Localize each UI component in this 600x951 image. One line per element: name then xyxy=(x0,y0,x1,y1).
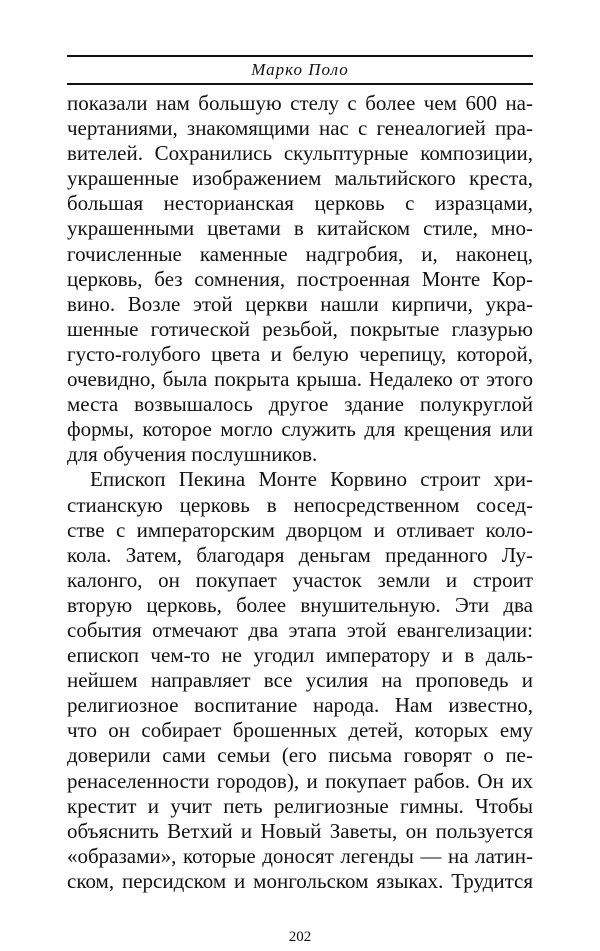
text-line-content: места возвышалось другое здание полукруглой xyxy=(67,392,533,417)
text-line xyxy=(67,141,533,166)
text-line xyxy=(67,317,533,342)
text-line xyxy=(67,668,533,693)
header-rule-bottom xyxy=(67,83,533,85)
text-line xyxy=(67,216,533,241)
text-line-content: нейшем направляет все усилия на проповедь и xyxy=(67,668,533,693)
text-line xyxy=(67,292,533,317)
text-line-content: калонго, он покупает участок земли и строит xyxy=(67,567,533,592)
text-line xyxy=(67,869,533,894)
text-line-content: «образами», которые доносят легенды — на латин- xyxy=(67,843,533,868)
text-line xyxy=(67,242,533,267)
text-line-content: религиозное воспитание народа. Нам известно, xyxy=(67,693,533,718)
text-line-content: большая несторианская церковь с изразцами, xyxy=(67,191,533,216)
text-line-content: чертаниями, знакомящими нас с генеалогией пра- xyxy=(67,116,533,141)
text-line-content: епископ чем-то не угодил императору и в даль- xyxy=(67,643,533,668)
text-line xyxy=(67,417,533,442)
text-line-content: гочисленные каменные надгробия, и, наконец, xyxy=(67,241,533,266)
text-line xyxy=(67,91,533,116)
text-line xyxy=(67,267,533,292)
text-line-content: показали нам большую стелу с более чем 600 на- xyxy=(67,91,533,115)
text-line-content: события отмечают два этапа этой евангелизации: xyxy=(67,617,533,642)
text-line xyxy=(67,769,533,794)
header-rule-top xyxy=(67,55,533,57)
text-line-content: стве с императорским дворцом и отливает коло- xyxy=(67,517,533,542)
running-head: Марко Поло xyxy=(251,60,349,79)
text-line-content: вино. Возле этой церкви нашли кирпичи, укра- xyxy=(67,291,533,316)
text-line xyxy=(67,342,533,367)
text-line xyxy=(67,392,533,417)
text-line-content: украшенными цветами в китайском стиле, мно- xyxy=(67,216,533,241)
text-line-content: что он собирает брошенных детей, которых ему xyxy=(67,718,533,743)
text-line-content: ском, персидском и монгольском языках. Трудится xyxy=(67,868,533,893)
text-line xyxy=(67,593,533,618)
text-line-content: очевидно, была покрыта крыша. Недалеко от этого xyxy=(67,367,533,392)
text-line-content: вителей. Сохранились скульптурные композиции, xyxy=(67,141,533,166)
text-line xyxy=(67,166,533,191)
text-line-content: объяснить Ветхий и Новый Заветы, он пользуется xyxy=(67,818,533,843)
text-line-content: ренаселенности городов), и покупает рабов. Он их xyxy=(67,768,533,793)
text-line xyxy=(67,693,533,718)
text-line-content: кола. Затем, благодаря деньгам преданного Лу- xyxy=(67,542,533,567)
page-number: 202 xyxy=(288,929,312,945)
text-line xyxy=(67,844,533,869)
text-line-content: вторую церковь, более внушительную. Эти два xyxy=(67,592,533,617)
text-line-content: церковь, без сомнения, построенная Монте Кор- xyxy=(67,266,533,291)
text-line-content: крестит и учит петь религиозные гимны. Чтобы xyxy=(67,793,533,818)
text-line-content: доверили сами семьи (его письма говорят о пе- xyxy=(67,743,533,768)
text-line xyxy=(67,743,533,768)
text-line xyxy=(67,618,533,643)
text-line-content: стианскую церковь в непосредственном сосед- xyxy=(67,492,533,517)
text-line-content: формы, которое могло служить для крещения или xyxy=(67,417,533,442)
text-line-content: для обучения послушников. xyxy=(67,442,318,467)
text-line-content: Епископ Пекина Монте Корвино строит хри- xyxy=(90,467,533,492)
text-line xyxy=(67,367,533,392)
text-line-content: украшенные изображением мальтийского креста, xyxy=(67,166,533,191)
text-line xyxy=(67,568,533,593)
text-line xyxy=(67,518,533,543)
text-line xyxy=(67,442,533,467)
text-line xyxy=(67,493,533,518)
text-line xyxy=(67,116,533,141)
text-line-content: шенные готической резьбой, покрытые глазурью xyxy=(67,316,533,341)
text-line xyxy=(67,718,533,743)
body-text xyxy=(67,91,533,894)
text-line-content: густо-голубого цвета и белую черепицу, которой, xyxy=(67,341,533,366)
text-line xyxy=(67,191,533,216)
text-line xyxy=(67,467,533,492)
text-line xyxy=(67,794,533,819)
text-line xyxy=(67,819,533,844)
text-line xyxy=(67,643,533,668)
text-line xyxy=(67,543,533,568)
